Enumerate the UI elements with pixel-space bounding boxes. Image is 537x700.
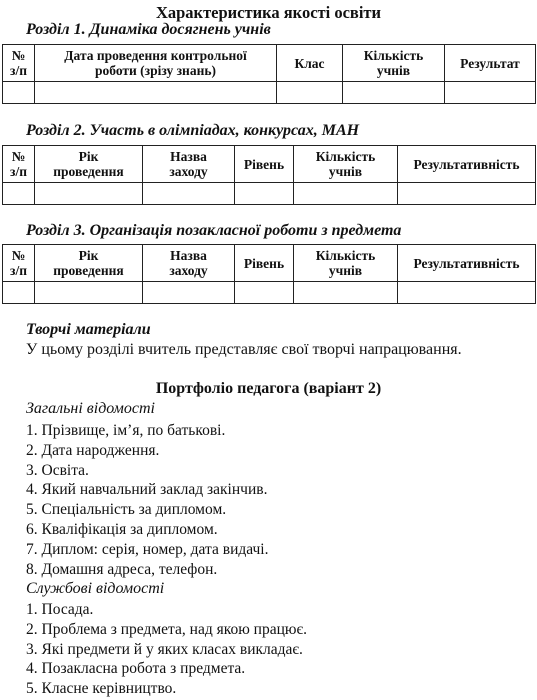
table-cell: [277, 82, 343, 104]
list-item: 4. Позакласна робота з предмета.: [26, 660, 246, 678]
column-header-number: № з/п: [3, 245, 35, 282]
table-cell: [35, 282, 143, 304]
column-header-year: Рік проведення: [35, 146, 143, 183]
general-info-list: [26, 421, 268, 579]
column-header-date: Дата проведення контрольної роботи (зрізу знань): [35, 45, 277, 82]
table-cell: [143, 282, 235, 304]
list-item: 3. Освіта.: [26, 461, 89, 479]
list-item: 8. Домашня адреса, телефон.: [26, 560, 218, 578]
section3-table: [2, 244, 536, 304]
column-header-effectiveness: Результативність: [398, 245, 536, 282]
column-header-level: Рівень: [235, 245, 294, 282]
list-item: 6. Кваліфікація за дипломом.: [26, 520, 218, 538]
section2-table: [2, 145, 536, 205]
table-cell: [35, 183, 143, 205]
section1-heading: Розділ 1. Динаміка досягнень учнів: [26, 21, 271, 38]
table-cell: [398, 282, 536, 304]
table-cell: [3, 282, 35, 304]
general-heading: Загальні відомості: [26, 400, 155, 417]
column-header-pupil-count: Кількість учнів: [294, 245, 398, 282]
table-cell: [294, 282, 398, 304]
list-item: 7. Диплом: серія, номер, дата видачі.: [26, 540, 269, 558]
column-header-event: Назва заходу: [143, 245, 235, 282]
column-header-number: № з/п: [3, 45, 35, 82]
list-item: 3. Які предмети й у яких класах викладає.: [26, 640, 303, 658]
creative-text: У цьому розділі вчитель представляє свої творчі напрацювання.: [26, 341, 462, 358]
column-header-level: Рівень: [235, 146, 294, 183]
column-header-result: Результат: [445, 45, 536, 82]
list-item: 4. Який навчальний заклад закінчив.: [26, 481, 268, 499]
service-info-list: [26, 600, 307, 699]
table-cell: [3, 183, 35, 205]
list-item: 2. Проблема з предмета, над якою працює.: [26, 620, 307, 638]
table-cell: [235, 282, 294, 304]
section3-heading: Розділ 3. Організація позакласної роботи з предмета: [26, 222, 402, 239]
list-item: 1. Прізвище, ім’я, по батькові.: [26, 422, 226, 439]
table-cell: [343, 82, 445, 104]
service-heading: Службові відомості: [26, 580, 165, 597]
table-cell: [294, 183, 398, 205]
table-row: [3, 183, 536, 205]
column-header-pupil-count: Кількість учнів: [294, 146, 398, 183]
column-header-effectiveness: Результативність: [398, 146, 536, 183]
table-cell: [3, 82, 35, 104]
column-header-pupil-count: Кількість учнів: [343, 45, 445, 82]
page-title: Характеристика якості освіти: [155, 3, 382, 22]
column-header-year: Рік проведення: [35, 245, 143, 282]
table-row: [3, 82, 536, 104]
table-cell: [143, 183, 235, 205]
column-header-class: Клас: [277, 45, 343, 82]
creative-heading: Творчі матеріали: [26, 321, 151, 338]
table-cell: [235, 183, 294, 205]
column-header-number: № з/п: [3, 146, 35, 183]
column-header-event: Назва заходу: [143, 146, 235, 183]
portfolio-title: Портфоліо педагога (варіант 2): [155, 380, 382, 397]
table-cell: [445, 82, 536, 104]
table-row: [3, 282, 536, 304]
section2-heading: Розділ 2. Участь в олімпіадах, конкурсах, МАН: [26, 122, 360, 139]
table-cell: [35, 82, 277, 104]
section1-table: [2, 44, 536, 104]
table-cell: [398, 183, 536, 205]
list-item: 1. Посада.: [26, 601, 94, 618]
list-item: 5. Класне керівництво.: [26, 680, 177, 698]
list-item: 5. Спеціальність за дипломом.: [26, 501, 227, 519]
list-item: 2. Дата народження.: [26, 441, 160, 459]
